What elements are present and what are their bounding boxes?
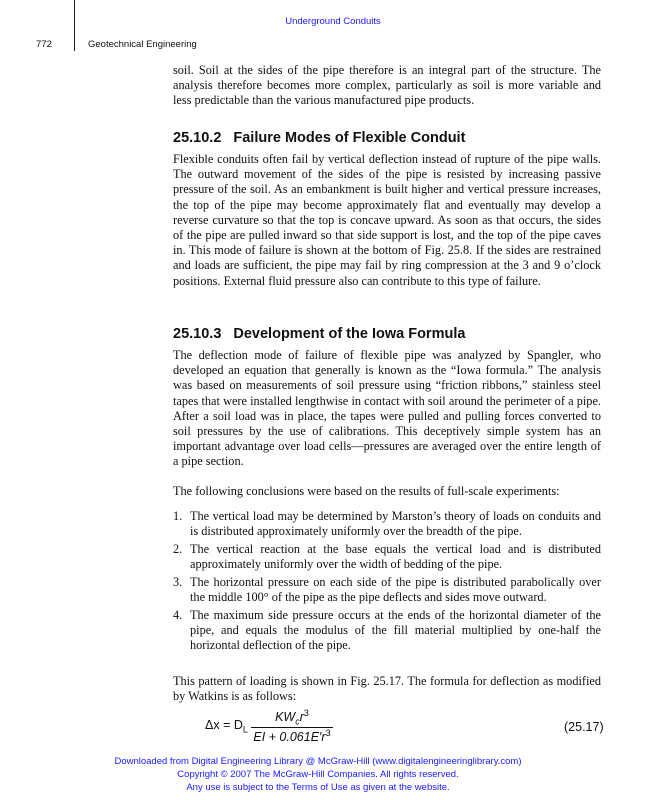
footer-download-link[interactable]: Downloaded from Digital Engineering Library @ McGraw-Hill (www.digitalengineeringlibrary.com) [114, 756, 522, 767]
closing-paragraph: This pattern of loading is shown in Fig. 25.17. The formula for deflection as modified by Watkins is as follows: [173, 674, 601, 704]
list-number: 1. [173, 509, 183, 523]
page-number: 772 [36, 39, 52, 50]
num-sub: c [295, 716, 300, 727]
equation-fraction [251, 708, 332, 744]
list-number: 3. [173, 575, 183, 589]
list-number: 2. [173, 542, 183, 556]
section-paragraph: Flexible conduits often fail by vertical deflection instead of rupture of the pipe walls. The outward movement of the sides of the pipe is resisted by increasing passive pressure of the soil. As an embankment is built higher and vertical pressure increases, the top of the pipe may become approximately flat and eventually may develop a reverse curvature so that the top is concave upward. As soon as that occurs, the sides of the pipe are pulled inward so that side support is lost, and the top of the pipe caves in. This mode of failure is shown at the bottom of Fig. 25.8. If the sides are restrained and loads are sufficient, the pipe may fail by ring compression at the 3 and 9 o’clock positions. External fluid pressure also can contribute to this type of failure. [173, 152, 601, 288]
den-main: EI + 0.061E′r [253, 729, 326, 744]
den-sup: 3 [325, 727, 331, 738]
footer-copyright[interactable]: Copyright © 2007 The McGraw-Hill Companies. All rights reserved. [177, 769, 459, 780]
section-title: Failure Modes of Flexible Conduit [233, 130, 466, 146]
section-title: Development of the Iowa Formula [233, 326, 466, 342]
book-title: Geotechnical Engineering [88, 39, 197, 50]
equation [205, 708, 333, 744]
section-number: 25.10.2 [173, 130, 222, 146]
list-intro: The following conclusions were based on the results of full-scale experiments: [173, 484, 560, 498]
num-main: KW [275, 710, 296, 725]
equation-denominator [251, 728, 332, 744]
num-sup: 3 [303, 708, 309, 718]
footer-terms[interactable]: Any use is subject to the Terms of Use as given at the website. [186, 782, 450, 793]
equation-lhs-sub: L [242, 724, 248, 735]
section-heading [173, 326, 465, 342]
list-item [173, 608, 601, 654]
footer [0, 755, 666, 794]
intro-paragraph: soil. Soil at the sides of the pipe therefore is an integral part of the structure. The analysis therefore becomes more complex, particularly as soil is more variable and less predictable than the various manufactured pipe products. [173, 63, 601, 108]
list-text: The vertical reaction at the base equals the vertical load and is distributed approximately uniformly over the width of bedding of the pipe. [190, 542, 601, 572]
equation-number: (25.17) [564, 720, 604, 734]
equation-lhs: Δx = D [205, 718, 243, 733]
list-item [173, 509, 601, 539]
equation-numerator [251, 708, 332, 728]
section-number: 25.10.3 [173, 326, 222, 342]
list-text: The vertical load may be determined by Marston’s theory of loads on conduits and is distributed approximately uniformly over the breadth of the pipe. [190, 509, 601, 539]
running-head[interactable]: Underground Conduits [285, 16, 381, 27]
list-text: The horizontal pressure on each side of the pipe is distributed parabolically over the middle 100° of the pipe as the pipe deflects and sides move outward. [190, 575, 601, 605]
list-item [173, 542, 601, 572]
section-heading [173, 130, 465, 146]
list-text: The maximum side pressure occurs at the ends of the horizontal diameter of the pipe, and equals the modulus of the fill material multiplied by one-half the horizontal deflection of the pipe. [190, 608, 601, 653]
section-paragraph: The deflection mode of failure of flexible pipe was analyzed by Spangler, who developed an equation that generally is known as the “Iowa formula.” The analysis was based on measurements of soil pressure using “friction ribbons,” stainless steel tapes that were installed lengthwise in contact with soil around the perimeter of a pipe. After a soil load was in place, the tapes were pulled and pulling forces converted to soil pressures by the use of calibrations. This deceptively simple system has an important advantage over load cells—pressures are averaged over the entire length of a pipe section. [173, 348, 601, 469]
header-divider [74, 0, 75, 51]
num-tail: r [299, 710, 304, 725]
list-item [173, 575, 601, 605]
list-number: 4. [173, 608, 183, 622]
